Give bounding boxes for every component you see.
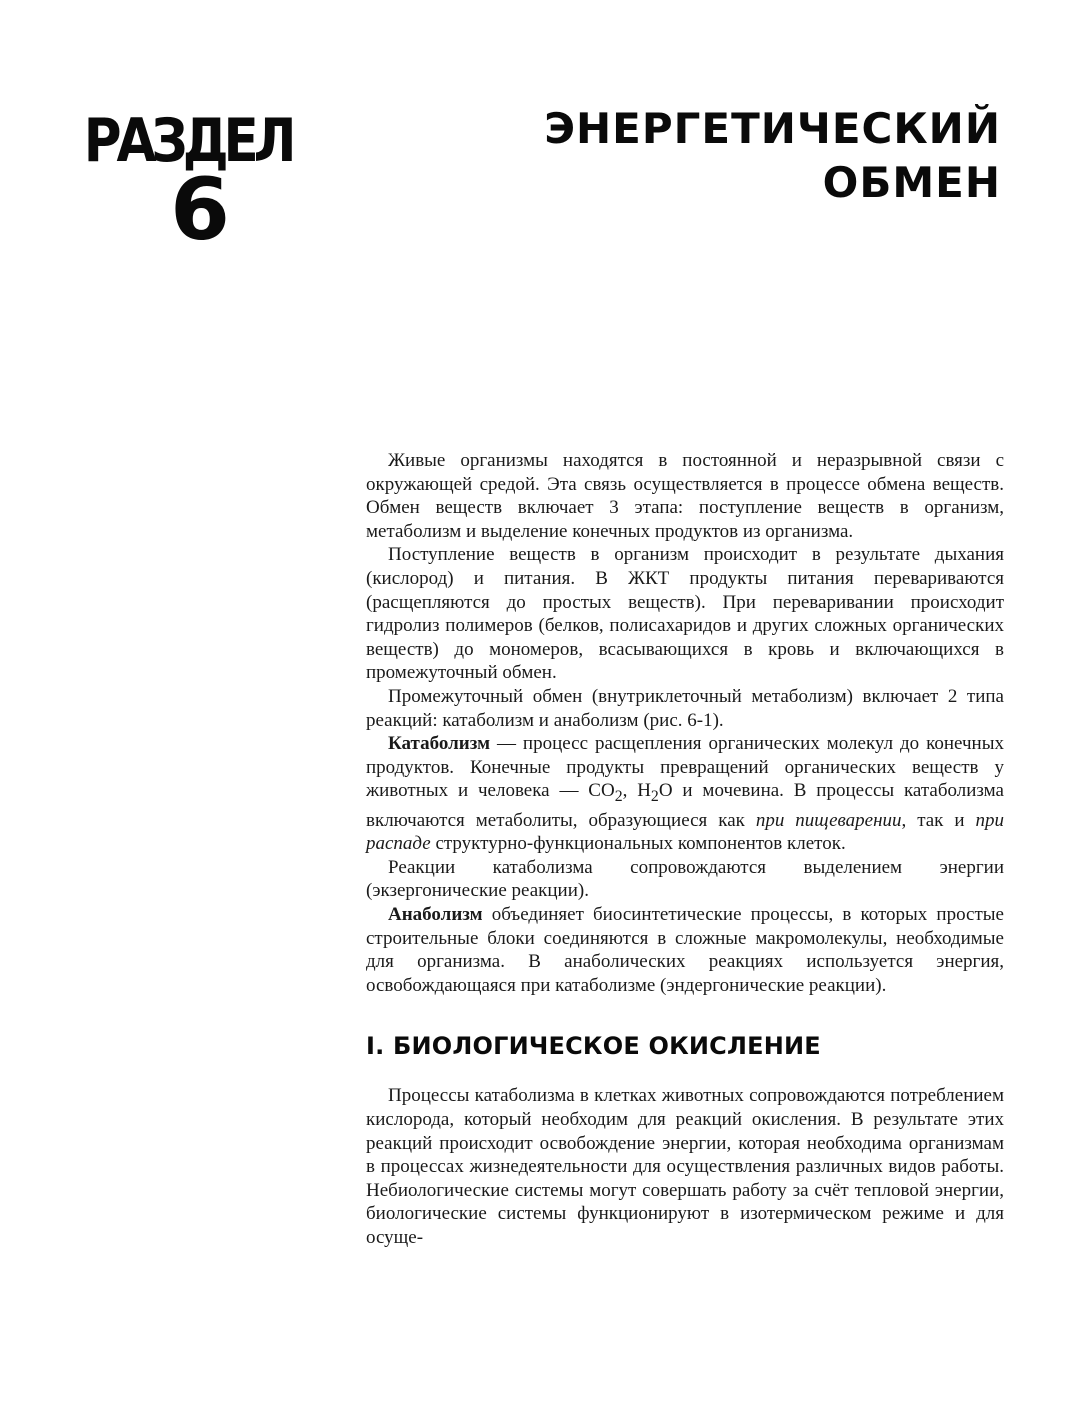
paragraph-biological-oxidation: Процессы катаболизма в клетках животных сопровождаются потреблением кислорода, который необходим для реакций окисления. В результате этих реакций происходит освобождение энергии, которая необходима организмам в процессах жизнедеятельности для осуществления различных видов работы. Небиологические системы могут совершать работу за счёт тепловой энергии, биологические системы функционируют в изотермическом режиме и для осуще- — [366, 1085, 1004, 1249]
paragraph-anabolism — [366, 903, 1004, 997]
catabolism-text-3: O и мочевина. В процессы катаболизма включаются метаболиты, образующиеся как — [366, 780, 1004, 831]
paragraph-intermediate-metabolism: Промежуточный обмен (внутриклеточный метаболизм) включает 2 типа реакций: катаболизм и анаболизм (рис. 6-1). — [366, 685, 1004, 731]
paragraph-intro: Живые организмы находятся в постоянной и неразрывной связи с окружающей средой. Эта связь осуществляется в процессе обмена веществ. Обмен веществ включает 3 этапа: поступление веществ в организм, метаболизм и выделение конечных продуктов из организма. — [366, 450, 1004, 542]
section-label — [60, 104, 292, 260]
subsection-heading: I. БИОЛОГИЧЕСКОЕ ОКИСЛЕНИЕ — [366, 1032, 821, 1061]
paragraph-catabolism — [366, 732, 1004, 856]
chapter-title-line2: ОБМЕН — [822, 158, 1001, 207]
catabolism-text-1: — процесс расщепления органических молекул до конечных продуктов. Конечные продукты превращений органических веществ у животных и человека — CO — [366, 733, 1004, 802]
catabolism-text-5: структурно-функциональных компонентов клеток. — [430, 833, 846, 855]
catabolism-italic-breakdown: при распаде — [366, 809, 1004, 855]
chapter-title-line1: ЭНЕРГЕТИЧЕСКИЙ — [544, 104, 1001, 153]
section-number: 6 — [170, 160, 230, 260]
h2o-subscript: 2 — [650, 788, 659, 806]
catabolism-text-2: , H — [622, 780, 651, 802]
catabolism-italic-digestion: при пищеварении — [755, 809, 902, 831]
paragraph-intake: Поступление веществ в организм происходит в результате дыхания (кислород) и питания. В ЖКТ продукты питания перевариваются (расщепляются до простых веществ). При переваривании происходит гидролиз полимеров (белков, полисахаридов и других сложных органических веществ) до мономеров, всасывающихся в кровь и включающихся в промежуточный обмен. — [366, 544, 1004, 684]
co2-subscript: 2 — [614, 788, 623, 806]
anabolism-text: объединяет биосинтетические процессы, в которых простые строительные блоки соединяются в сложные макромолекулы, необходимые для организма. В анаболических реакциях используется энергия, освобождающаяся при катаболизме (эндергонические реакции). — [366, 904, 1004, 996]
body-text — [366, 449, 1004, 1250]
term-anabolism: Анаболизм — [388, 904, 483, 926]
section-word: РАЗДЕЛ — [83, 106, 292, 176]
term-catabolism: Катаболизм — [388, 733, 491, 755]
paragraph-catabolism-energy: Реакции катаболизма сопровождаются выделением энергии (экзергонические реакции). — [366, 856, 1004, 902]
chapter-title — [544, 102, 1001, 210]
catabolism-text-4: , так и — [901, 809, 976, 831]
